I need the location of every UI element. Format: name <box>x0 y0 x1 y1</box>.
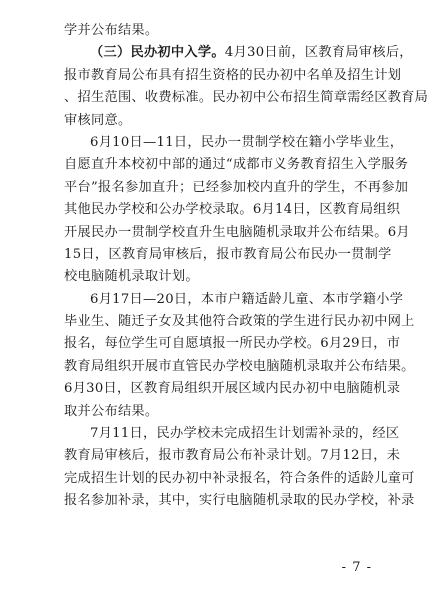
text-line-5: 审核同意。 <box>64 112 132 128</box>
paragraph-2-line-3: 平台”报名参加直升；已经参加校内直升的学生，不再参加 <box>64 179 409 195</box>
paragraph-2-line-1: 6月10日—11日，民办一贯制学校在籍小学毕业生， <box>90 134 404 150</box>
paragraph-2-line-5: 开展民办一贯制学校直升生电脑随机录取并公布结果。6月 <box>64 224 410 240</box>
paragraph-3-line-5: 6月30日，区教育局组织开展区域内民办初中电脑随机录 <box>64 381 401 397</box>
section-heading-rest: 4月30日前，区教育局审核后， <box>224 45 413 61</box>
paragraph-2-line-6: 15日，区教育局审核后，报市教育局公布民办一贯制学 <box>64 246 392 262</box>
section-heading: （三）民办初中入学。 <box>90 45 225 61</box>
paragraph-3-line-1: 6月17日—20日，本市户籍适龄儿童、本市学籍小学 <box>90 291 404 307</box>
paragraph-3-line-2: 毕业生、随迁子女及其他符合政策的学生进行民办初中网上 <box>64 314 415 330</box>
paragraph-2-line-4: 其他民办学校和公办学校录取。6月14日，区教育局组织 <box>64 202 401 218</box>
paragraph-2-line-2: 自愿直升本校初中部的通过“成都市义务教育招生入学服务 <box>64 157 409 173</box>
text-line-1: 学并公布结果。 <box>64 23 159 38</box>
paragraph-2-line-7: 校电脑随机录取计划。 <box>64 269 199 285</box>
text-line-4: 、招生范围、收费标准。民办初中公布招生简章需经区教育局 <box>64 90 428 106</box>
paragraph-3-line-3: 报名，每位学生可自愿填报一所民办学校。6月29日，市 <box>64 336 401 352</box>
paragraph-4-line-1: 7月11日，民办学校未完成招生计划需补录的，经区 <box>90 426 400 442</box>
page-number: - 7 - <box>341 560 372 575</box>
section-heading-line <box>64 42 413 64</box>
body-text <box>64 20 428 513</box>
paragraph-4-line-4: 报名参加补录，其中，实行电脑随机录取的民办学校，补录 <box>64 493 415 509</box>
paragraph-3-line-4: 教育局组织开展市直管民办学校电脑随机录取并公布结果。 <box>64 358 415 374</box>
paragraph-3-line-6: 取并公布结果。 <box>64 403 159 419</box>
text-line-3: 报市教育局公布具有招生资格的民办初中名单及招生计划 <box>64 67 402 83</box>
paragraph-4-line-3: 完成招生计划的民办初中补录报名，符合条件的适龄儿童可 <box>64 470 415 486</box>
paragraph-4-line-2: 教育局审核后，报市教育局公布补录计划。7月12日，未 <box>64 448 401 464</box>
